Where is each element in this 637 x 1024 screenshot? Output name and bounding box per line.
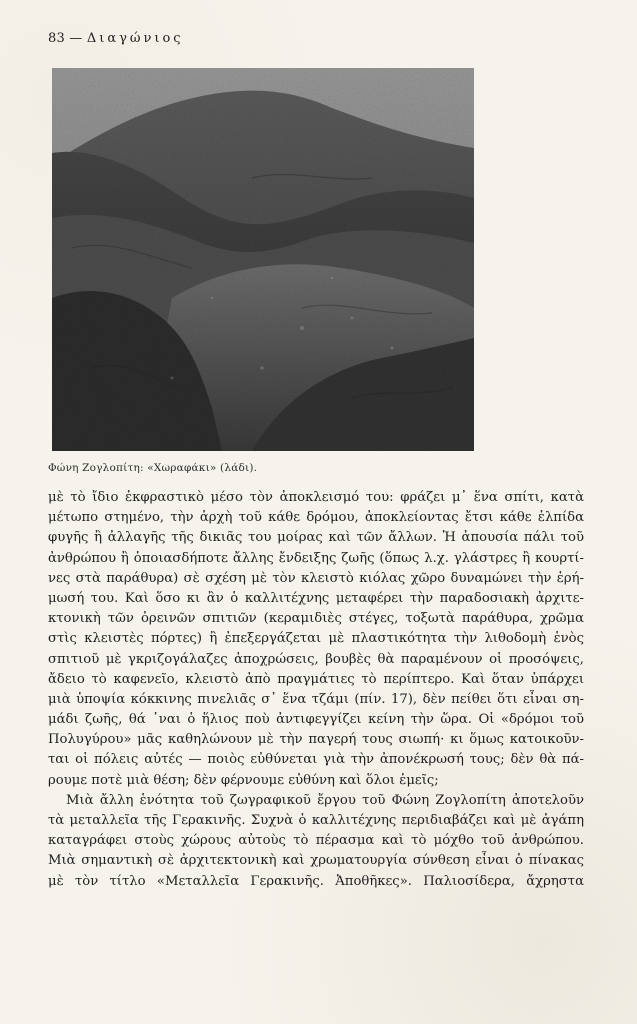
text-line: στὶς κλειστὲς πόρτες) ἢ ἐπεξεργάζεται μὲ πλαστικότητα τὴν λιθοδομὴ ἑνὸς	[48, 631, 584, 647]
body-text	[48, 488, 584, 892]
header-dash: —	[69, 31, 83, 46]
text-line: μάδι ζωῆς, θά ᾽ναι ὁ ἥλιος ποὺ ἀντιφεγγίζει κείνη τὴν ὥρα. Οἱ «δρόμοι τοῦ	[48, 712, 584, 728]
section-title: Διαγώνιος	[86, 31, 184, 46]
text-line: τὰ μεταλλεῖα τῆς Γερακινῆς. Συχνὰ ὁ καλλιτέχνης περιδιαβάζει καὶ μὲ ἀγάπη	[48, 813, 584, 828]
text-line: κτονικὴ τῶν ὀρεινῶν σπιτιῶν (κεραμιδιὲς στέγες, τοξωτὰ παράθυρα, χρῶμα	[48, 611, 584, 627]
text-line: νες στὰ παράθυρα) σὲ σχέση μὲ τὸν κλειστὸ κιόλας χῶρο δυναμώνει τὴν ἐρή-	[48, 570, 584, 586]
text-line: ται οἱ πόλεις αὐτές — ποιὸς εὐθύνεται γιὰ τὴν ἀπονέκρωσή τους; δὲν θὰ πά-	[48, 752, 584, 768]
text-line: ἀνθρώπου ἢ ὁποιασδήποτε ἄλλης ἔνδειξης ζωῆς (ὅπως λ.χ. γλάστρες ἢ κουρτί-	[48, 550, 584, 566]
text-line: Μιὰ ἄλλη ἑνότητα τοῦ ζωγραφικοῦ ἔργου τοῦ Φώνη Ζογλοπίτη ἀποτελοῦν	[66, 792, 584, 808]
running-head	[48, 31, 184, 46]
landscape-painting-image	[52, 68, 474, 451]
text-line: μὲ τὸν τίτλο «Μεταλλεῖα Γερακινῆς. Ἀποθῆκες». Παλιοσίδερα, ἄχρηστα	[48, 873, 584, 889]
figure-caption: Φώνη Ζογλοπίτη: «Χωραφάκι» (λάδι).	[48, 462, 258, 474]
text-line: ἄδειο τὸ καφενεῖο, κλειστὸ ἀπὸ πραγμάτιες τὸ περίπτερο. Καὶ ὅταν ὑπάρχει	[48, 671, 584, 687]
page-number: 83	[48, 31, 65, 46]
text-line: καταγράφει στοὺς χώρους αὐτοὺς τὸ πέρασμα καὶ τὸ μόχθο τοῦ ἀνθρώπου.	[48, 833, 584, 849]
text-line: μιὰ ὑποψία κόκκινης πινελιᾶς σ᾽ ἕνα τζάμι (πίν. 17), δὲν πείθει ὅτι εἶναι ση-	[48, 691, 584, 707]
text-line: μωσή του. Καὶ ὅσο κι ἂν ὁ καλλιτέχνης μεταφέρει τὴν παραδοσιακὴ ἀρχιτε-	[48, 590, 584, 606]
text-line: ρουμε ποτὲ μιὰ θέση; δὲν φέρνουμε εὐθύνη καὶ ὅλοι ἐμεῖς;	[48, 772, 439, 788]
text-line: Μιὰ σημαντικὴ σὲ ἀρχιτεκτονικὴ καὶ χρωματουργία σύνθεση εἶναι ὁ πίνακας	[48, 853, 584, 869]
text-line: σπιτιοῦ μὲ γκριζογάλαζες ἀποχρώσεις, βουβὲς θὰ παραμένουν οἱ προσόψεις,	[48, 651, 584, 667]
text-line: Πολυγύρου» μᾶς καθηλώνουν μὲ τὴν παγερή τους σιωπή· κι ὅμως κατοικοῦν-	[48, 732, 584, 748]
painting-reproduction	[52, 68, 474, 451]
text-line: μὲ τὸ ἴδιο ἐκφραστικὸ μέσο τὸν ἀποκλεισμό του: φράζει μ᾽ ἕνα σπίτι, κατὰ	[48, 490, 584, 505]
text-line: φυγῆς ἢ ἀλλαγῆς τῆς δικιᾶς του μοίρας καὶ τῶν ἄλλων. Ἡ ἀπουσία πάλι τοῦ	[48, 530, 584, 546]
text-line: μέτωπο στημένο, τὴν ἀρχὴ τοῦ κάθε δρόμου, ἀποκλείοντας ἔτσι κάθε ἐλπίδα	[48, 510, 584, 526]
